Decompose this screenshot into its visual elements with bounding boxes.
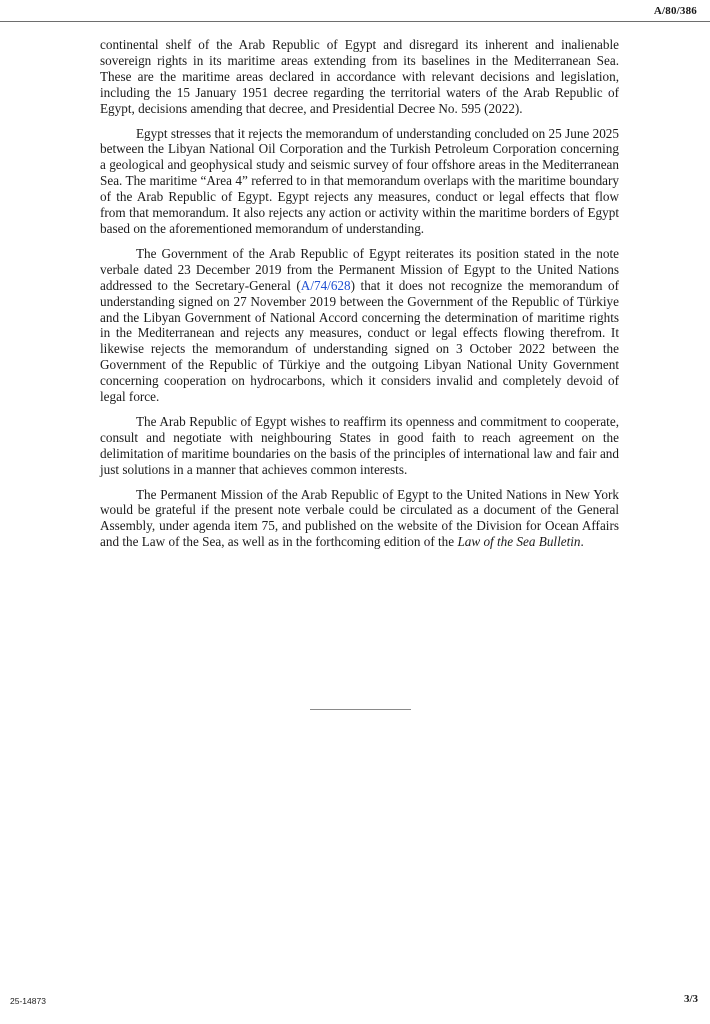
paragraph-circulation-request bbox=[100, 487, 619, 551]
closing-divider bbox=[310, 709, 411, 710]
page-number: 3/3 bbox=[683, 993, 698, 1005]
document-symbol: A/80/386 bbox=[653, 5, 697, 17]
job-number: 25-14873 bbox=[10, 996, 46, 1006]
paragraph-text-segment: The Permanent Mission of the Arab Republic of Egypt to the United Nations in New York would be grateful if the present note verbale could be circulated as a document of the General Assembly, under agenda item 75, and published on the website of the Division for Ocean Affairs and the Law of the Sea, as well as in the forthcoming edition of the bbox=[100, 486, 619, 550]
document-link-a-74-628[interactable]: A/74/628 bbox=[300, 277, 351, 293]
header-divider bbox=[0, 21, 710, 22]
paragraph-reaffirm-commitment: The Arab Republic of Egypt wishes to reaffirm its openness and commitment to cooperate, consult and negotiate with neighbouring States in good faith to reach agreement on the delimitation of maritime boundaries on the basis of the principles of international law and fair and just solutions in a manner that achieves common interests. bbox=[100, 413, 619, 477]
paragraph-text-segment: . bbox=[580, 534, 584, 550]
paragraph-government-position bbox=[100, 246, 619, 405]
document-body bbox=[100, 37, 619, 559]
paragraph-memorandum-rejection: Egypt stresses that it rejects the memorandum of understanding concluded on 25 June 2025 between the Libyan National Oil Corporation and the Turkish Petroleum Corporation concerning a geological and geophysical study and seismic survey of four offshore areas in the Mediterranean Sea. The maritime “Area 4” referred to in that memorandum overlaps with the maritime boundary of the Arab Republic of Egypt. Egypt rejects any measures, conduct or legal effects that flow from that memorandum. It also rejects any action or activity within the maritime borders of Egypt based on the aforementioned memorandum of understanding. bbox=[100, 125, 619, 236]
publication-title: Law of the Sea Bulletin bbox=[457, 534, 581, 550]
paragraph-text-segment: ) that it does not recognize the memorandum of understanding signed on 27 November 2019 between the Government of the Republic of Türkiye and the Libyan Government of National Accord concerning the determination of maritime rights in the Mediterranean and rejects any measures, conduct or legal effects flowing therefrom. It likewise rejects the memorandum of understanding signed on 3 October 2022 between the Government of the Republic of Türkiye and the outgoing Libyan National Unity Government concerning cooperation on hydrocarbons, which it considers invalid and completely devoid of legal force. bbox=[100, 277, 619, 405]
paragraph-continuation: continental shelf of the Arab Republic of Egypt and disregard its inherent and inalienable sovereign rights in its maritime areas extending from its baselines in the Mediterranean Sea. These are the maritime areas declared in accordance with relevant decisions and legislation, including the 15 January 1951 decree regarding the territorial waters of the Arab Republic of Egypt, decisions amending that decree, and Presidential Decree No. 595 (2022). bbox=[100, 37, 619, 116]
paragraph-text-segment: The Government of the Arab Republic of Egypt reiterates its position stated in the note verbale dated 23 December 2019 from the Permanent Mission of Egypt to the United Nations addressed to the Secretary-General ( bbox=[100, 245, 619, 293]
